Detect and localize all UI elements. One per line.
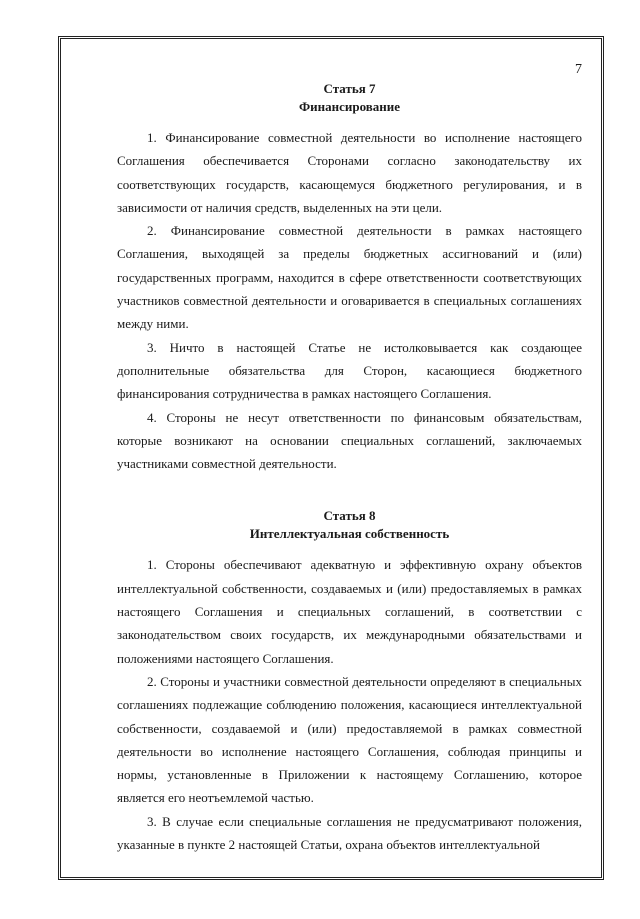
page-number: 7: [575, 62, 582, 77]
article-7-paragraph-4: 4. Стороны не несут ответственности по финансовым обязательствам, которые возникают на основании специальных соглашений, заключаемых участниками совместной деятельности.: [117, 409, 582, 472]
document-body: [117, 80, 582, 856]
article-7-paragraph-3: 3. Ничто в настоящей Статье не истолковывается как создающее дополнительные обязательства для Сторон, касающиеся бюджетного финансирования сотрудничества в рамках настоящего Соглашения.: [117, 339, 582, 402]
article-7-title: Статья 7: [323, 81, 376, 96]
article-8: [117, 507, 582, 856]
article-8-paragraph-2: 2. Стороны и участники совместной деятельности определяют в специальных соглашениях подлежащие соблюдению положения, касающиеся интеллектуальной собственности, создаваемой и (или) предоставляемой в рамках совместной деятельности во исполнение настоящего Соглашения, соблюдая принципы и нормы, установленные в Приложении к настоящему Соглашению, которое является его неотъемлемой частью.: [117, 673, 582, 806]
article-8-paragraph-3: 3. В случае если специальные соглашения не предусматривают положения, указанные в пункте 2 настоящей Статьи, охрана объектов интеллектуальной: [117, 813, 582, 853]
article-7-paragraph-1: 1. Финансирование совместной деятельности во исполнение настоящего Соглашения обеспечивается Сторонами согласно законодательству их соответствующих государств, касающемуся бюджетного регулирования, и в зависимости от наличия средств, выделенных на эти цели.: [117, 130, 582, 215]
article-7-subtitle: Финансирование: [298, 99, 401, 114]
article-7-paragraph-2: 2. Финансирование совместной деятельности в рамках настоящего Соглашения, выходящей за пределы бюджетных ассигнований и (или) государственных программ, находится в сфере ответственности соответствующих участников совместной деятельности и оговаривается в специальных соглашениях между ними.: [117, 223, 582, 332]
article-8-title: Статья 8: [323, 508, 376, 524]
article-7-heading: [117, 80, 582, 116]
article-7: [117, 80, 582, 475]
article-8-subtitle: Интеллектуальная собственность: [249, 526, 450, 542]
article-8-heading: [117, 507, 582, 543]
article-8-paragraph-1: 1. Стороны обеспечивают адекватную и эффективную охрану объектов интеллектуальной собственности, создаваемых и (или) предоставляемых в рамках настоящего Соглашения и специальных соглашений, в соответствии с законодательством своих государств, их международными обязательствами и положениями настоящего Соглашения.: [117, 557, 582, 666]
